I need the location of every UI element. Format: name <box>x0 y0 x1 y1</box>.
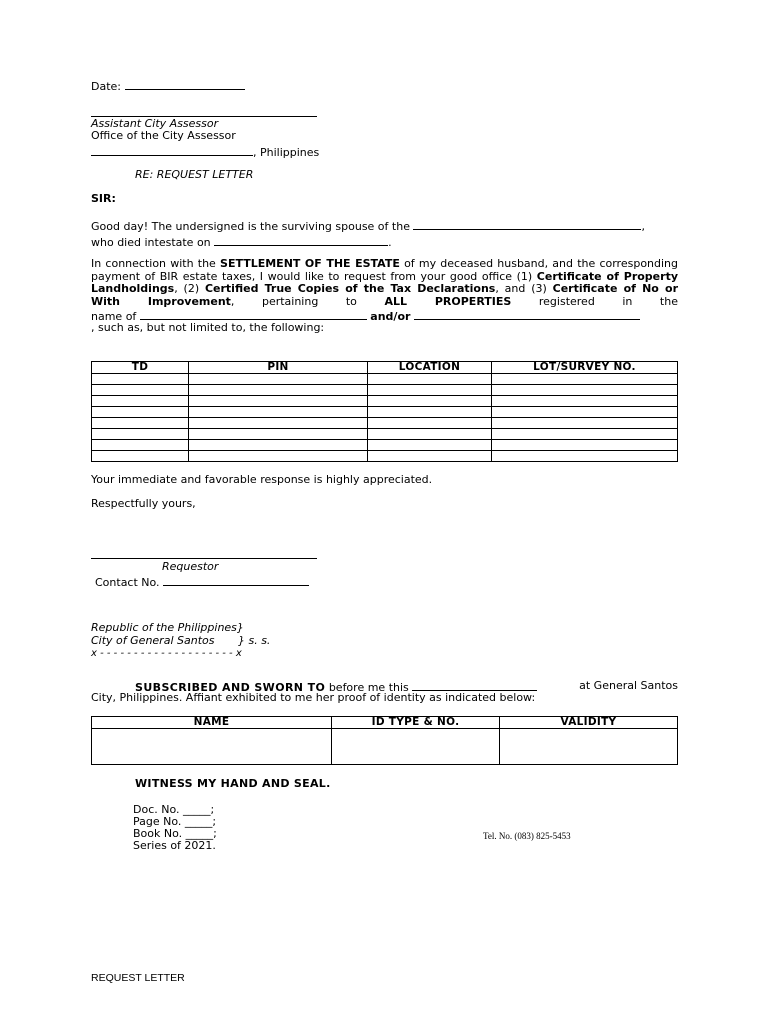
table-cell <box>368 374 492 385</box>
table-cell <box>368 451 492 462</box>
table-row <box>92 374 678 385</box>
table-cell <box>92 385 189 396</box>
para2-body <box>91 258 678 308</box>
table-cell <box>189 451 368 462</box>
assessor-name-blank <box>91 104 317 117</box>
para1-period: . <box>388 236 392 249</box>
notary-series: Series of 2021. <box>133 839 216 852</box>
header-id-type: ID TYPE & NO. <box>332 717 500 729</box>
notary-doc: Doc. No. _____; <box>133 803 215 816</box>
para2-settlement: SETTLEMENT OF THE ESTATE <box>220 257 400 270</box>
property-table <box>91 361 678 462</box>
table-row <box>92 396 678 407</box>
table-cell <box>368 396 492 407</box>
addressee-title: Assistant City Assessor <box>91 117 219 130</box>
contact-line <box>95 575 309 590</box>
jurat-at-gensan: at General Santos <box>579 679 678 692</box>
city-blank <box>91 145 253 156</box>
table-cell <box>368 429 492 440</box>
id-table <box>91 716 678 765</box>
jurat-city-line <box>91 635 270 648</box>
para2-such-as: , such as, but not limited to, the following: <box>91 321 325 334</box>
table-cell <box>92 429 189 440</box>
date-line <box>91 79 245 94</box>
table-cell <box>189 385 368 396</box>
para2-t11: registered in the <box>538 294 678 308</box>
para2-t9: , pertaining to <box>230 294 357 308</box>
table-row <box>92 429 678 440</box>
table-cell <box>492 407 678 418</box>
country-suffix: , Philippines <box>253 146 320 159</box>
jurat-date-blank <box>412 680 537 691</box>
table-cell <box>492 396 678 407</box>
jurat-before-me: before me this <box>328 681 409 694</box>
table-cell <box>368 407 492 418</box>
spouse-blank <box>413 219 641 230</box>
table-row <box>92 451 678 462</box>
id-table-row <box>92 729 678 765</box>
closing-respectfully: Respectfully yours, <box>91 497 196 510</box>
table-row <box>92 418 678 429</box>
table-cell <box>368 418 492 429</box>
jurat-city: City of General Santos <box>91 634 215 647</box>
header-td: TD <box>92 362 189 374</box>
jurat-republic: Republic of the Philippines} <box>91 621 244 634</box>
id-table-header <box>92 717 678 729</box>
table-cell <box>492 451 678 462</box>
owner-name-blank-2 <box>414 309 640 320</box>
table-cell <box>92 407 189 418</box>
table-cell <box>92 374 189 385</box>
contact-blank <box>163 575 309 586</box>
para2-t1: In connection with the <box>91 257 216 270</box>
table-cell <box>92 451 189 462</box>
para1-line2 <box>91 235 392 250</box>
para1-text-a: Good day! The undersigned is the surviving spouse of the <box>91 220 410 233</box>
date-blank <box>125 79 245 90</box>
date-label: Date: <box>91 80 121 93</box>
re-line: RE: REQUEST LETTER <box>135 168 254 181</box>
contact-label: Contact No. <box>95 576 160 589</box>
para1-text-b: who died intestate on <box>91 236 211 249</box>
addressee-city-line <box>91 145 319 160</box>
table-row <box>92 440 678 451</box>
table-cell <box>492 429 678 440</box>
table-cell <box>92 418 189 429</box>
table-cell <box>492 374 678 385</box>
salutation: SIR: <box>91 192 116 205</box>
witness-line: WITNESS MY HAND AND SEAL. <box>135 777 331 790</box>
telephone-number: Tel. No. (083) 825-5453 <box>483 831 571 841</box>
jurat-separator: x - - - - - - - - - - - - - - - - - - - - x <box>91 648 242 659</box>
notary-page: Page No. _____; <box>133 815 217 828</box>
para2-cert-improvement: Certificate of No or With Improvement <box>91 282 679 308</box>
header-pin: PIN <box>189 362 368 374</box>
id-name-cell <box>92 729 332 765</box>
owner-name-blank-1 <box>140 309 367 320</box>
notary-book: Book No. _____; <box>133 827 217 840</box>
closing-appreciation: Your immediate and favorable response is highly appreciated. <box>91 473 433 486</box>
para1-comma: , <box>641 220 645 233</box>
id-type-cell <box>332 729 500 765</box>
id-validity-cell <box>500 729 678 765</box>
requestor-label: Requestor <box>162 560 219 573</box>
header-validity: VALIDITY <box>500 717 678 729</box>
table-cell <box>189 418 368 429</box>
header-lot-survey: LOT/SURVEY NO. <box>492 362 678 374</box>
death-date-blank <box>214 235 388 246</box>
table-cell <box>492 418 678 429</box>
requestor-signature-line <box>91 548 317 559</box>
jurat-subscribed: SUBSCRIBED AND SWORN TO <box>135 681 326 694</box>
para2-t7: , and (3) <box>495 282 547 295</box>
table-cell <box>492 440 678 451</box>
jurat-ss: } s. s. <box>237 634 271 647</box>
jurat-line2: City, Philippines. Affiant exhibited to me her proof of identity as indicated below: <box>91 691 536 704</box>
addressee-office: Office of the City Assessor <box>91 129 236 142</box>
table-cell <box>189 374 368 385</box>
header-name: NAME <box>92 717 332 729</box>
table-cell <box>189 407 368 418</box>
para2-t3: of my deceased husband, and the corresponding payment of BIR estate taxes, I would like to request from your good office (1) <box>91 257 679 283</box>
table-cell <box>189 429 368 440</box>
table-cell <box>189 396 368 407</box>
name-of-label: name of <box>91 310 137 323</box>
table-cell <box>189 440 368 451</box>
property-table-header <box>92 362 678 374</box>
table-cell <box>92 440 189 451</box>
header-location: LOCATION <box>368 362 492 374</box>
footer-title: REQUEST LETTER <box>91 972 185 984</box>
table-cell <box>368 385 492 396</box>
para1-line1 <box>91 219 678 234</box>
table-cell <box>92 396 189 407</box>
andor-label: and/or <box>370 310 411 323</box>
table-cell <box>368 440 492 451</box>
table-row <box>92 407 678 418</box>
para2-t5: , (2) <box>174 282 200 295</box>
table-row <box>92 385 678 396</box>
table-cell <box>492 385 678 396</box>
para2-cert-landholdings: Certificate of Property Landholdings <box>91 269 678 295</box>
para2-all-properties: ALL PROPERTIES <box>384 294 512 308</box>
para2-certified-copies: Certified True Copies of the Tax Declarations <box>204 282 496 295</box>
